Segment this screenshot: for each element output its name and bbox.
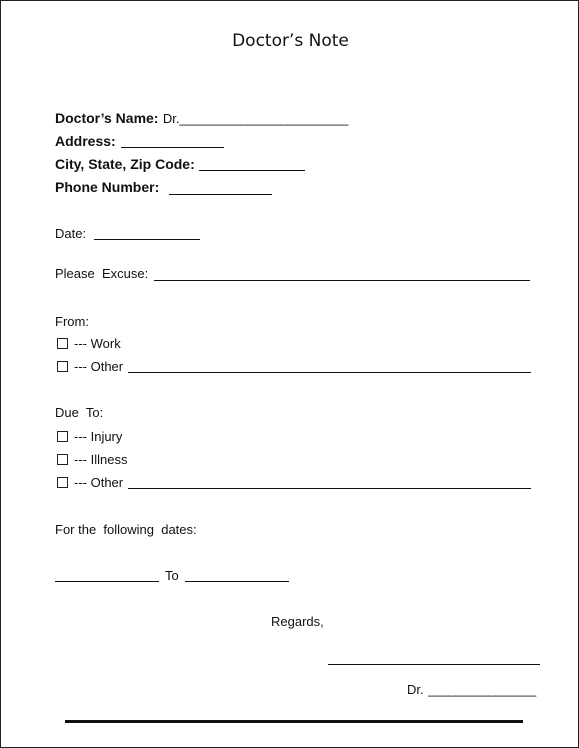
date-field[interactable] bbox=[94, 239, 200, 240]
from-other-checkbox[interactable] bbox=[57, 361, 68, 372]
footer-rule bbox=[65, 720, 523, 723]
due-other-checkbox[interactable] bbox=[57, 477, 68, 488]
due-other-option-label: --- Other bbox=[74, 475, 124, 490]
doctor-name-prefix: Dr. bbox=[162, 111, 180, 126]
injury-option-label: --- Injury bbox=[74, 429, 123, 444]
address-field[interactable] bbox=[121, 147, 224, 148]
doctor-name-row bbox=[55, 110, 348, 128]
from-other-option-label: --- Other bbox=[74, 359, 124, 374]
doctor-name-label: Doctor’s Name: bbox=[55, 110, 159, 126]
signature-name-field[interactable]: ________________ bbox=[428, 682, 536, 697]
date-label: Date: bbox=[55, 226, 87, 241]
illness-option-label: --- Illness bbox=[74, 452, 128, 467]
city-state-zip-label: City, State, Zip Code: bbox=[55, 156, 195, 172]
excuse-name-field[interactable] bbox=[154, 280, 530, 281]
signature-line[interactable] bbox=[328, 664, 540, 665]
due-to-other-option[interactable] bbox=[57, 475, 123, 490]
injury-checkbox[interactable] bbox=[57, 431, 68, 442]
following-dates-label: For the following dates: bbox=[55, 522, 197, 537]
due-to-label: Due To: bbox=[55, 405, 104, 420]
from-work-option[interactable] bbox=[57, 336, 121, 351]
from-other-option[interactable] bbox=[57, 359, 123, 374]
doctor-name-field[interactable]: _________________________ bbox=[179, 111, 348, 126]
due-to-other-field[interactable] bbox=[128, 488, 531, 489]
regards-text: Regards, bbox=[271, 614, 324, 629]
from-other-field[interactable] bbox=[128, 372, 531, 373]
due-to-injury-option[interactable] bbox=[57, 429, 122, 444]
page-title: Doctor’s Note bbox=[232, 31, 349, 51]
start-date-field[interactable] bbox=[55, 581, 159, 582]
city-state-zip-field[interactable] bbox=[199, 170, 305, 171]
phone-number-field[interactable] bbox=[169, 194, 272, 195]
signature-prefix: Dr. bbox=[407, 682, 424, 697]
doctor-signature-row bbox=[407, 681, 536, 699]
illness-checkbox[interactable] bbox=[57, 454, 68, 465]
phone-number-label: Phone Number: bbox=[55, 179, 160, 195]
end-date-field[interactable] bbox=[185, 581, 289, 582]
work-option-label: --- Work bbox=[74, 336, 121, 351]
from-label: From: bbox=[55, 314, 89, 329]
work-checkbox[interactable] bbox=[57, 338, 68, 349]
excuse-label: Please Excuse: bbox=[55, 266, 149, 281]
due-to-illness-option[interactable] bbox=[57, 452, 127, 467]
to-label: To bbox=[165, 568, 179, 583]
address-label: Address: bbox=[55, 133, 116, 149]
